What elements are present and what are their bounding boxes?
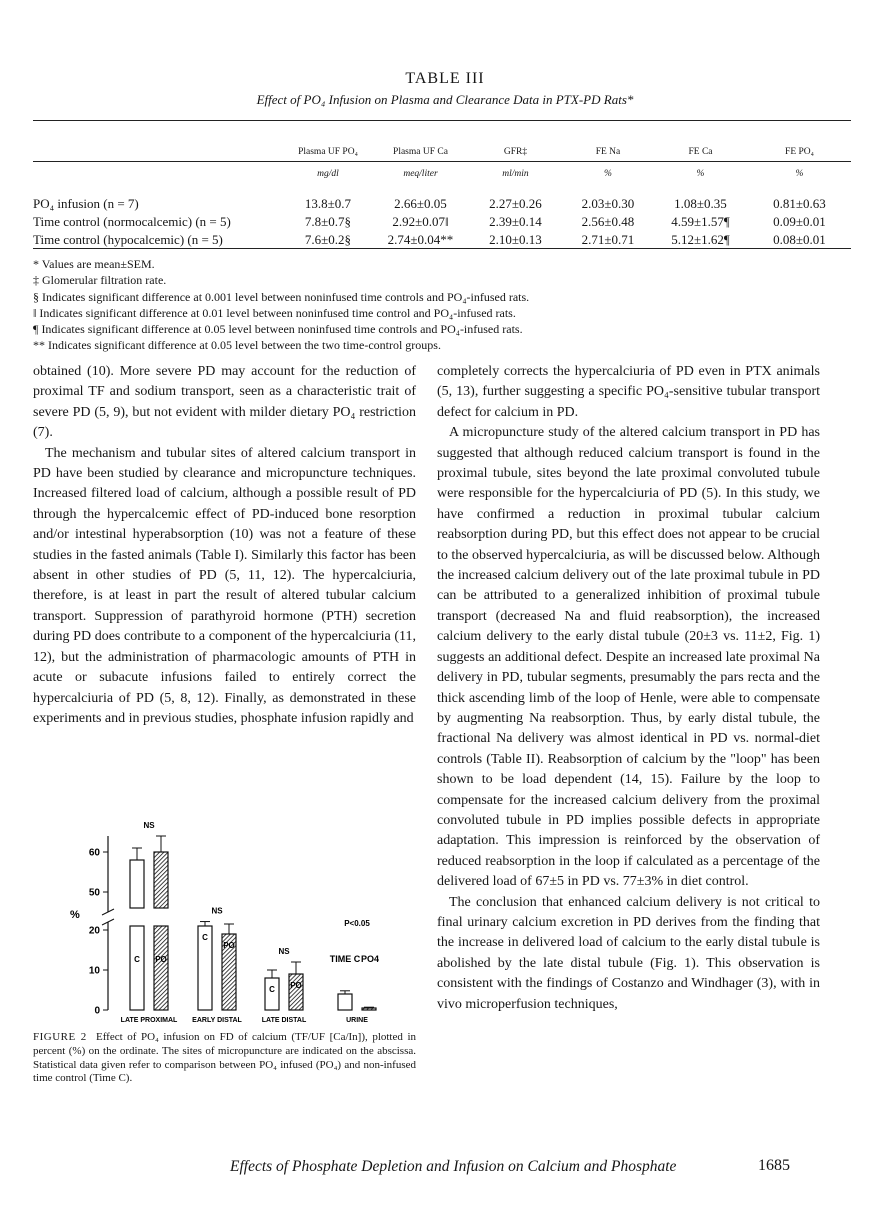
unit-label: %	[748, 162, 851, 187]
unit-label: %	[563, 162, 653, 187]
significance-label: NS	[143, 821, 155, 830]
y-tick-label: 60	[88, 847, 100, 859]
figure-caption	[33, 1031, 416, 1086]
bar-label: PO	[290, 981, 302, 990]
running-footer: Effects of Phosphate Depletion and Infusion on Calcium and Phosphate	[230, 1158, 677, 1175]
cell: 2.03±0.30	[581, 195, 635, 211]
paragraph: A micropuncture study of the altered calcium transport in PD has suggested that although reduced calcium transport is found in the proximal tubule, sites beyond the late proximal convoluted tubule were responsible for the hypercalciuria of PD (5). In this study, we have confirmed a reduction in proximal tubular calcium reabsorption during PD, but this effect does not appear to be crucial to the observed hypercalciuria, as will be discussed below. Although the increased calcium delivery out of the late proximal tubule in PD can be attributed to a generalized inhibition of proximal tubule transport (decreased Na and fluid reabsorption), the increased calcium delivery to the early distal tubule (20±3 vs. 11±2, Fig. 1) suggests an additional defect. Despite an increased late proximal Na delivery in PD, tubular segments, presumably the pars recta and the thick ascending limb of the loop of Henle, were able to compensate by augmenting Na reabsorption. Thus, by early distal tubule, the fractional Na delivery was almost identical in PD vs. normal-diet controls (Table II). Reabsorption of calcium by the "loop" has been shown to be load dependent (14, 15). Failure by the loop to compensate for the increased calcium delivery from the proximal convoluted tubule in PD implies possible defects in appropriate adaptation. This impression is reinforced by the observation of reduced reabsorption in the loop if calculated as a percentage of the delivered load of 67±5 in PD vs. 77±3% in diet control.	[437, 425, 820, 890]
cell: 4.59±1.57¶	[671, 214, 730, 229]
caption-label: FIGURE 2	[33, 1031, 87, 1043]
cell: 13.8±0.7	[304, 195, 352, 211]
cell: 2.27±0.26	[489, 195, 542, 211]
bar	[130, 926, 144, 1010]
paragraph: obtained (10). More severe PD may account for the reduction of proximal TF and sodium transport, seen as a characteristic trait of severe PD (5, 9), but not evident with milder dietary PO₄ restriction (7).	[33, 364, 416, 441]
bar	[362, 1008, 376, 1010]
cell: 2.92±0.07‖	[392, 214, 449, 229]
row-label: PO₄ infusion (n = 7)	[33, 195, 139, 211]
cell: 2.71±0.71	[581, 232, 635, 247]
significance-label: NS	[278, 947, 290, 956]
cell: 2.66±0.05	[394, 195, 447, 211]
col-header: FE Na	[595, 147, 621, 157]
table-top-rule	[33, 120, 851, 121]
col-header: FE PO₄	[785, 147, 814, 157]
table-row	[33, 231, 851, 249]
caption-text: Effect of PO₄ infusion on FD of calcium (TF/UF [Ca/In]), plotted in percent (%) on the ordinate. The sites of micropuncture are indicated on the abscissa. Statistical data given refer to comparison between PO₄ infused (PO₄) and non-infused time control (Time C).	[33, 1031, 417, 1085]
cell: 1.08±0.35	[674, 195, 727, 211]
figure-2-chart	[60, 790, 400, 1030]
y-axis-label: %	[70, 909, 80, 921]
unit-label: ml/min	[468, 162, 563, 187]
series-label: TIME C	[329, 954, 361, 964]
row-label: Time control (hypocalcemic) (n = 5)	[33, 232, 223, 247]
significance-label: NS	[211, 906, 223, 916]
table-label: TABLE III	[405, 70, 485, 87]
bar	[289, 974, 303, 1010]
bar	[154, 852, 168, 908]
paragraph: completely corrects the hypercalciuria of PD even in PTX animals (5, 13), further suggesting a specific PO₄-sensitive tubular transport defect for calcium in PD.	[437, 364, 820, 420]
bar	[338, 994, 352, 1010]
x-category-label: LATE DISTAL	[261, 1017, 307, 1024]
bar-label: C	[202, 933, 208, 942]
paragraph: The mechanism and tubular sites of altered calcium transport in PD have been studied by clearance and micropuncture techniques. Increased filtered load of calcium, although a possible result of PD through the hypercalcemic effect of PD-induced bone resorption and/or intestinal hyperabsorption (10) was not a feature of these studies in the fasted animals (Table I). Similarly this factor has been absent in other studies of PD (5, 11, 12). The hypercalciuria, therefore, is at least in part the result of altered tubular calcium transport. Suppression of parathyroid hormone (PTH) secretion during PD does contribute to a component of the hypercalciuria (11, 12), but the administration of pharmacologic amounts of PTH in acute or subacute infusions failed to entirely correct the hypercalciuria of PD (5, 8, 12). Finally, as demonstrated in these experiments and in previous studies, phosphate infusion rapidly and	[33, 445, 416, 726]
cell: 7.8±0.7§	[304, 214, 352, 229]
bar-label: PO	[223, 941, 235, 950]
footnote: ¶ Indicates significant difference at 0.05 level between noninfused time controls and PO₄-infused rats.	[33, 322, 523, 337]
cell: 0.81±0.63	[773, 195, 826, 211]
table-row	[33, 186, 851, 213]
right-column	[437, 362, 820, 1015]
table-title: Effect of PO₄ Infusion on Plasma and Clearance Data in PTX-PD Rats*	[256, 92, 634, 107]
unit-label: %	[653, 162, 748, 187]
cell: 2.39±0.14	[489, 214, 542, 229]
col-header: FE Ca	[688, 147, 713, 157]
y-tick-label: 20	[88, 925, 100, 937]
unit-label: mg/dl	[283, 162, 373, 187]
cell: 2.74±0.04**	[387, 232, 454, 247]
footnote: ‖ Indicates significant difference at 0.01 level between noninfused time control and PO₄-infused rats.	[33, 305, 516, 320]
cell: 7.6±0.2§	[304, 232, 352, 247]
x-category-label: EARLY DISTAL	[192, 1017, 242, 1024]
table-row	[33, 213, 851, 231]
cell: 2.56±0.48	[581, 214, 635, 229]
bar-label: C	[134, 955, 140, 964]
bar	[265, 978, 279, 1010]
cell: 2.10±0.13	[489, 232, 542, 247]
row-label: Time control (normocalcemic) (n = 5)	[33, 214, 231, 229]
unit-label: meq/liter	[373, 162, 468, 187]
col-header: Plasma UF PO₄	[298, 147, 358, 157]
bar	[130, 860, 144, 908]
data-table	[33, 124, 851, 249]
x-category-label: URINE	[346, 1017, 368, 1024]
footnote: ‡ Glomerular filtration rate.	[33, 273, 167, 288]
paragraph: The conclusion that enhanced calcium delivery is not critical to final urinary calcium excretion in PD derives from the finding that the increase in delivered load of calcium to the early distal tubule is abolished by the late distal tubule (Fig. 1). This observation is consistent with the findings of Costanzo and Windhager (3), with in vivo microperfusion techniques,	[437, 894, 820, 1012]
left-column	[33, 362, 416, 729]
footnote: ** Indicates significant difference at 0.05 level between the two time-control groups.	[33, 338, 441, 353]
series-label: PO4	[360, 954, 380, 964]
table-bottom-rule	[33, 248, 851, 249]
col-header: GFR‡	[503, 147, 528, 157]
cell: 0.08±0.01	[773, 232, 826, 247]
page-number: 1685	[758, 1157, 790, 1174]
cell: 5.12±1.62¶	[671, 232, 730, 247]
y-tick-label: 10	[88, 965, 100, 977]
bar	[154, 926, 168, 1010]
col-header: Plasma UF Ca	[393, 147, 448, 157]
bar-label: PO	[155, 955, 167, 964]
bar-label: C	[269, 985, 275, 994]
x-category-label: LATE PROXIMAL	[120, 1017, 178, 1024]
header-blank	[33, 124, 283, 162]
footnote: § Indicates significant difference at 0.001 level between noninfused time controls and PO₄-infused rats.	[33, 289, 530, 304]
y-tick-label: 0	[94, 1005, 100, 1017]
y-tick-label: 50	[88, 887, 100, 899]
footnote: * Values are mean±SEM.	[33, 257, 155, 271]
table-footnotes	[33, 256, 853, 354]
significance-label: P<0.05	[344, 919, 370, 928]
cell: 0.09±0.01	[773, 214, 826, 229]
